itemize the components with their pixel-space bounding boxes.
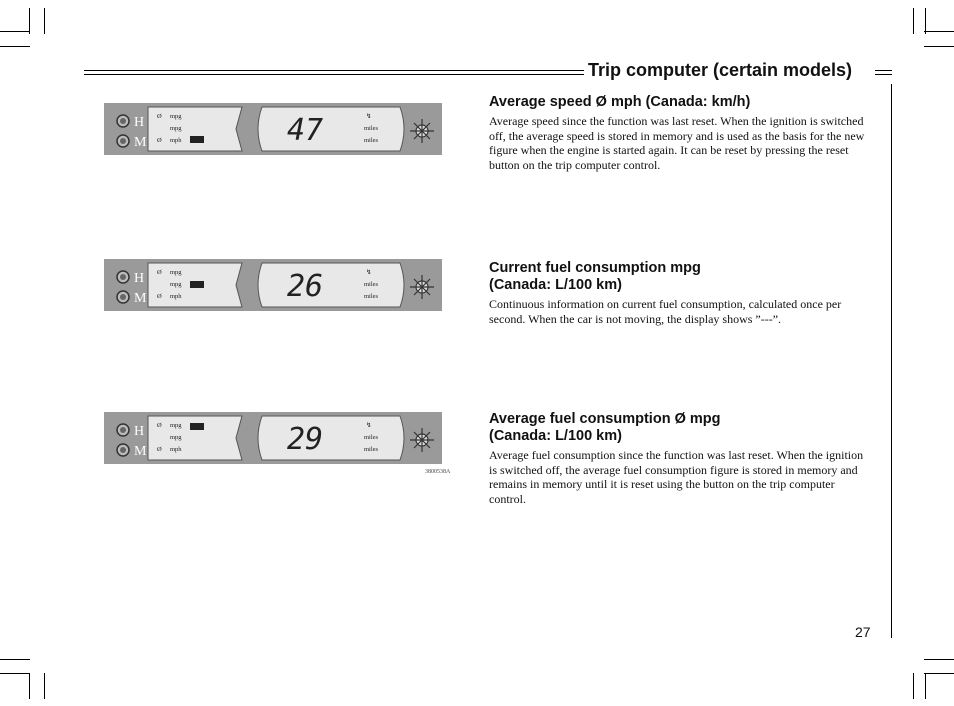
crop-mark: [29, 8, 30, 34]
svg-text:Ø: Ø: [157, 446, 162, 453]
svg-text:mpg: mpg: [170, 113, 182, 120]
display-label-h: H: [134, 115, 145, 130]
thermometer-icon: ↯: [366, 422, 372, 429]
thermometer-icon: ↯: [366, 269, 372, 276]
section-body: Continuous information on current fuel consumption, calculated once per second. When the car is not moving, the display shows ”---”.: [489, 297, 842, 326]
section-average-speed: [489, 94, 873, 172]
crop-mark: [44, 673, 45, 699]
svg-text:Ø: Ø: [157, 269, 162, 276]
heading-line: Current fuel consumption mpg: [489, 260, 701, 276]
display-label-m: M: [134, 291, 147, 306]
display-value: 29: [287, 422, 324, 457]
page-number: 27: [855, 624, 871, 640]
svg-text:miles: miles: [364, 434, 379, 441]
crop-mark: [913, 8, 914, 34]
crop-mark: [925, 8, 926, 34]
crop-mark: [0, 31, 30, 32]
svg-text:mpg: mpg: [170, 434, 182, 441]
active-row-indicator: [190, 281, 204, 288]
svg-text:mph: mph: [170, 446, 182, 453]
thermometer-icon: ↯: [366, 113, 372, 120]
svg-text:Ø: Ø: [157, 293, 162, 300]
display-label-h: H: [134, 424, 145, 439]
crop-mark: [913, 673, 914, 699]
display-label-h: H: [134, 271, 145, 286]
svg-text:mpg: mpg: [170, 422, 182, 429]
crop-mark: [29, 673, 30, 699]
section-body: Average fuel consumption since the function was last reset. When the ignition is switched off, the average fuel consumption figure is stored in memory and remains in memory until it is reset using the button on the trip computer control.: [489, 448, 864, 506]
header-rule: [84, 74, 584, 75]
section-current-fuel: [489, 260, 873, 326]
header-rule: [84, 70, 584, 71]
heading-line: (Canada: L/100 km): [489, 428, 622, 444]
section-heading: [489, 260, 873, 294]
crop-mark: [924, 46, 954, 47]
figure-reference: 3800538A: [425, 469, 451, 475]
svg-text:Ø: Ø: [157, 137, 162, 144]
crop-mark: [0, 46, 30, 47]
display-value: 26: [287, 269, 324, 304]
svg-text:miles: miles: [364, 281, 379, 288]
section-body: Average speed since the function was last reset. When the ignition is switched off, the average speed is stored in memory and is used as the basis for the new figure when the engine is started again. It can be reset by pressing the reset button on the trip computer control.: [489, 114, 865, 172]
section-average-fuel: [489, 411, 873, 506]
svg-text:miles: miles: [364, 293, 379, 300]
display-label-m: M: [134, 135, 147, 150]
svg-text:mpg: mpg: [170, 125, 182, 132]
svg-text:mpg: mpg: [170, 269, 182, 276]
active-row-indicator: [190, 423, 204, 430]
header-rule: [875, 74, 892, 75]
svg-text:miles: miles: [364, 446, 379, 453]
section-heading: Average speed Ø mph (Canada: km/h): [489, 94, 751, 110]
svg-text:miles: miles: [364, 137, 379, 144]
svg-text:mph: mph: [170, 137, 182, 144]
svg-text:mph: mph: [170, 293, 182, 300]
page-title: Trip computer (certain models): [588, 60, 853, 80]
svg-text:miles: miles: [364, 125, 379, 132]
heading-line: (Canada: L/100 km): [489, 277, 622, 293]
crop-mark: [924, 31, 954, 32]
trip-display-average-speed: [104, 103, 442, 155]
crop-mark: [44, 8, 45, 34]
header-rule: [875, 70, 892, 71]
trip-display-current-fuel: [104, 259, 442, 311]
crop-mark: [0, 659, 30, 660]
display-value: 47: [287, 113, 324, 148]
crop-mark: [925, 673, 926, 699]
crop-mark: [0, 673, 30, 674]
trip-display-average-fuel: [104, 412, 442, 464]
display-label-m: M: [134, 444, 147, 459]
section-heading: [489, 411, 873, 445]
active-row-indicator: [190, 136, 204, 143]
crop-mark: [924, 673, 954, 674]
heading-line: Average fuel consumption Ø mpg: [489, 411, 721, 427]
crop-mark: [924, 659, 954, 660]
svg-text:Ø: Ø: [157, 113, 162, 120]
svg-text:mpg: mpg: [170, 281, 182, 288]
margin-rule: [891, 84, 892, 638]
svg-text:Ø: Ø: [157, 422, 162, 429]
